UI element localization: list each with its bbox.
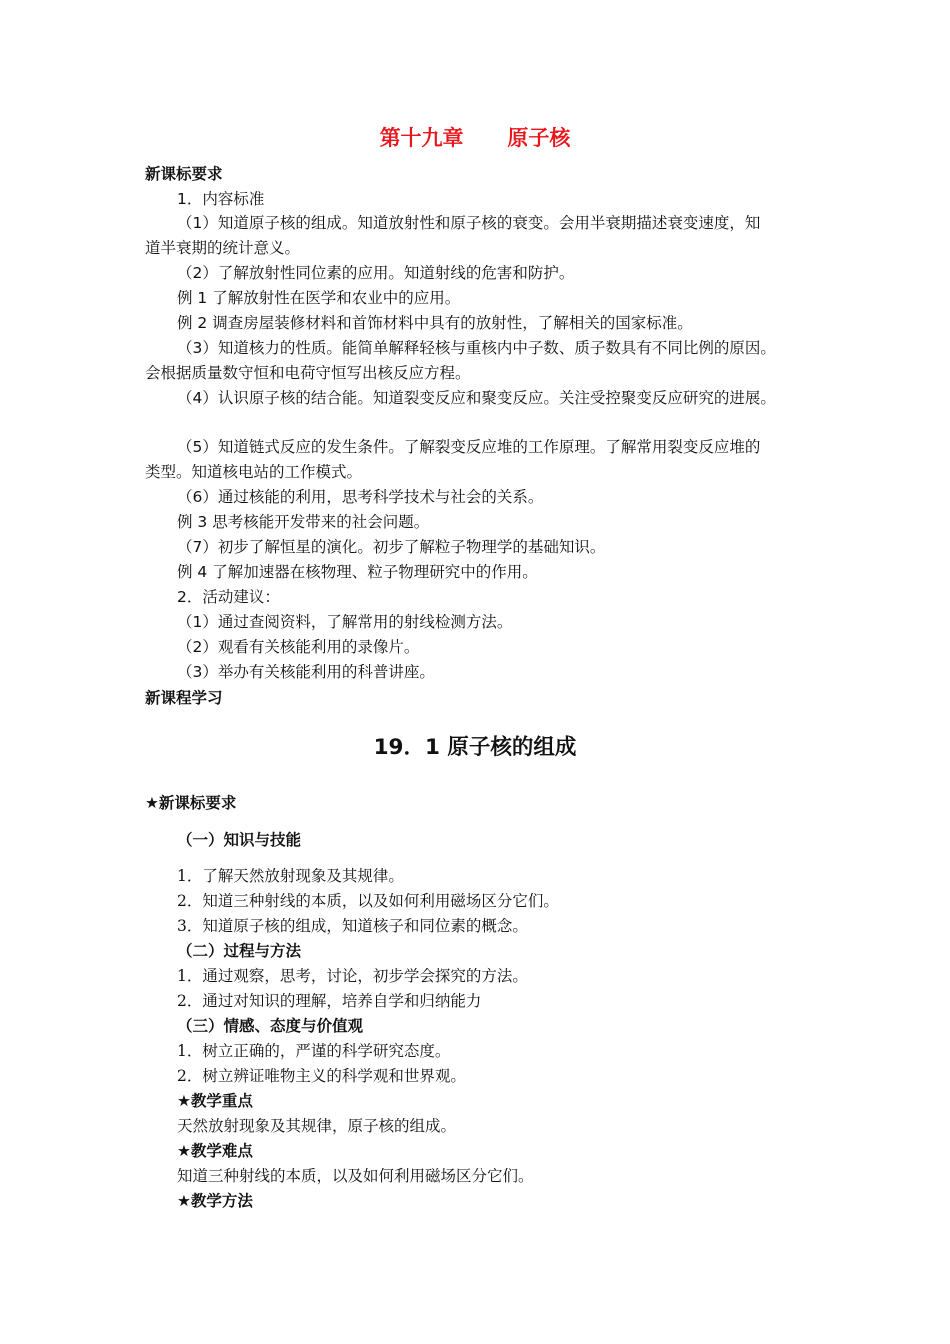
content-line: 类型。知道核电站的工作模式。	[145, 463, 363, 481]
knowledge-item: 2．知道三种射线的本质，以及如何利用磁场区分它们。	[177, 892, 559, 910]
content-line: 例 4 了解加速器在核物理、粒子物理研究中的作用。	[177, 563, 538, 581]
content-line: （3）举办有关核能利用的科普讲座。	[177, 663, 435, 681]
attitude-item: 2．树立辨证唯物主义的科学观和世界观。	[177, 1067, 466, 1085]
knowledge-item: 1．了解天然放射现象及其规律。	[177, 867, 404, 885]
content-line: 2．活动建议：	[177, 588, 280, 606]
process-item: 1．通过观察，思考，讨论，初步学会探究的方法。	[177, 967, 528, 985]
content-line: （6）通过核能的利用，思考科学技术与社会的关系。	[177, 488, 544, 506]
method-heading: ★教学方法	[177, 1192, 253, 1210]
key-points-text: 天然放射现象及其规律，原子核的组成。	[177, 1117, 457, 1135]
content-line: （1）通过查阅资料，了解常用的射线检测方法。	[177, 613, 513, 631]
content-line: 例 3 思考核能开发带来的社会问题。	[177, 513, 430, 531]
content-line: （7）初步了解恒星的演化。初步了解粒子物理学的基础知识。	[177, 538, 606, 556]
content-line: （5）知道链式反应的发生条件。了解裂变反应堆的工作原理。了解常用裂变反应堆的	[177, 438, 761, 456]
difficulty-heading: ★教学难点	[177, 1142, 253, 1160]
content-line: 道半衰期的统计意义。	[145, 239, 301, 257]
attitude-heading: （三）情感、态度与价值观	[177, 1017, 364, 1035]
key-points-heading: ★教学重点	[177, 1092, 253, 1110]
content-line: （1）知道原子核的组成。知道放射性和原子核的衰变。会用半衰期描述衰变速度，知	[177, 214, 761, 232]
content-line: 例 1 了解放射性在医学和农业中的应用。	[177, 289, 461, 307]
content-line: 例 2 调查房屋装修材料和首饰材料中具有的放射性，了解相关的国家标准。	[177, 314, 693, 332]
knowledge-item: 3．知道原子核的组成，知道核子和同位素的概念。	[177, 917, 528, 935]
new-course-heading: 新课程学习	[145, 689, 223, 707]
process-heading: （二）过程与方法	[177, 942, 302, 960]
content-line: 1．内容标准	[177, 190, 265, 208]
chapter-title: 第十九章 原子核	[379, 126, 571, 150]
content-line: 会根据质量数守恒和电荷守恒写出核反应方程。	[145, 364, 471, 382]
process-item: 2．通过对知识的理解，培养自学和归纳能力	[177, 992, 482, 1010]
content-line: （2）了解放射性同位素的应用。知道射线的危害和防护。	[177, 264, 575, 282]
content-line: （3）知道核力的性质。能简单解释轻核与重核内中子数、质子数具有不同比例的原因。	[177, 339, 776, 357]
content-line: （4）认识原子核的结合能。知道裂变反应和聚变反应。关注受控聚变反应研究的进展。	[177, 389, 776, 407]
content-line: （2）观看有关核能利用的录像片。	[177, 638, 420, 656]
star-curriculum-heading: ★新课标要求	[145, 794, 237, 812]
section-title: 19．1 原子核的组成	[373, 735, 577, 760]
difficulty-text: 知道三种射线的本质，以及如何利用磁场区分它们。	[177, 1167, 534, 1185]
attitude-item: 1．树立正确的，严谨的科学研究态度。	[177, 1042, 451, 1060]
curriculum-heading: 新课标要求	[145, 165, 223, 183]
knowledge-heading: （一）知识与技能	[177, 831, 302, 849]
